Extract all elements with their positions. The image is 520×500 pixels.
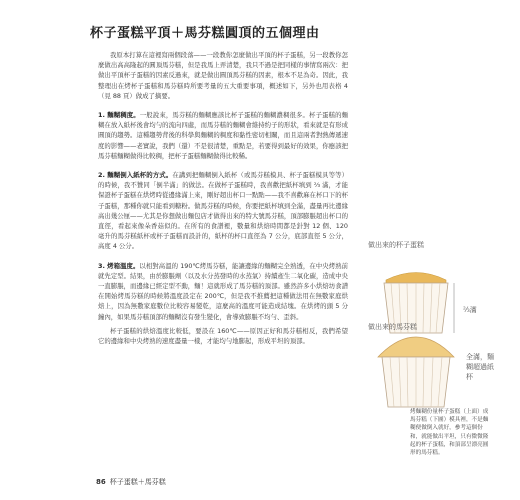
item-3-continued: 杯子蛋糕的烘焙溫度比較低，要設在 160℃——原因正好和馬芬糕相反，我們希望它的邊緣和中央烤熟的速度盡量一樣，才能均勻地膨起，形成平坦的頂部。 bbox=[98, 326, 348, 346]
item-2 bbox=[98, 170, 348, 252]
book-title: 杯子蛋糕＋馬芬糕 bbox=[109, 478, 166, 486]
figure-caption: 烤麵糊份量杯子蛋糕（上面）成馬芬糕（下圖）模具裡，不是麵糊便做倒入就好，參考這個份和，就能做出平坦，只有微微隆起的杯子蛋糕，和頂部呈漂亮圓形的馬芬糕。 bbox=[410, 409, 489, 457]
item-2-text: 在講到把麵糊倒入紙杯（或馬芬糕模具、杯子蛋糕模具等等）的時候，我不贊同「倒半滿」的做法。在做杯子蛋糕時，我喜歡把紙杯填到 ⅔ 滿，才能保證杯子蛋糕在烘烤時從邊緣滿上來，剛好超出杯口一點點——我不喜歡麻在杯口下的杯子蛋糕，那種你就只能看到糖粉。做馬芬糕的時候，你要把紙杯填到全滿，盡量再比邊緣高出幾公厘——尤其是你想做出麵包店才做得出來的特大號馬芬糕，頂部膨脹超出杯口的直徑，看起來像朵香菇似的。在所有的食譜裡，數量和烘焙時間都是針對 12 個、120 毫升的馬芬糕紙杯或杯子蛋糕而設計的，紙杯的杯口直徑為 7 公分，底部直徑 5 公分，高度 4 公分。 bbox=[98, 171, 348, 251]
cupcake-label: 做出來的杯子蛋糕 bbox=[368, 241, 424, 249]
item-1 bbox=[98, 110, 348, 161]
page-title: 杯子蛋糕平頂＋馬芬糕圓頂的五個理由 bbox=[90, 26, 320, 41]
item-3-heading: 3. 烤箱溫度。 bbox=[98, 261, 140, 270]
item-3-text: 以相對高溫的 190℃烤馬芬糕，能讓邊緣的麵糊完全熟透，在中央烤熟前就先定型。結果，由於膨脹劑（以及水分蒸發時的水蒸氣）持續產生二氧化碳，造成中央一直膨脹，而邊緣已經定型不動，麵！這就形成了馬芬糕的頂部。雖然許多小烘焙坊食譜在開始烤馬芬糕的時候將溫度設定在 200℃，但是我不推薦把這種做法用在無數家庭烘焙上，因為無數家庭數位比較容易變乾，這麼高的溫度可能造成結塊。在烘烤的頭 5 分鐘內，如果馬芬糕頂部的麵糊沒有發生變化，會導致膨脹不均勻、歪斜。 bbox=[98, 261, 349, 321]
item-2-heading: 2. 麵糊倒入紙杯的方式。 bbox=[98, 171, 173, 180]
page-number: 86 bbox=[96, 478, 106, 486]
page-footer bbox=[96, 477, 166, 487]
item-3 bbox=[98, 261, 348, 322]
intro-paragraph: 我原本打算在這裡寫兩個段落——一段教你怎麼做出平頂的杯子蛋糕，另一段教你怎麼做出高高隆起的圓頂馬芬糕，但是我馬上弄清楚，我只不過是把同樣的事情寫兩次：把做出平頂杯子蛋糕的因素反過來，就是做出圓頂馬芬糕的因素，根本不足為奇。因此，我整理出在烤杯子蛋糕和馬芬糕時所要考量的五大重要事項，概述如下，另外也用表格 4（見 88 頁）做成了摘要。 bbox=[98, 51, 348, 100]
muffin-fill-note: 全滿，麵糊超過紙杯 bbox=[466, 353, 494, 381]
cupcake-fill-note: ⅔滿 bbox=[463, 306, 477, 314]
item-1-text: 一般說來，馬芬糕的麵糊應該比杯子蛋糕的麵糊濃稠很多。杯子蛋糕的麵糊在放入紙杯後會均勻的流向四處，而馬芬糕的麵糊會維持約子的形狀，看來就是有形成圓頂的趨勢。這種趨勢背後的科學與麵糊的稠度和黏性密切相關，而且這兩者對熱傳遞速度的影響——老實說，我們（還）不是很清楚，重點是，若要得到最好的效果，你應該把馬芬糕麵糊做得比較稠，把杯子蛋糕麵糊做得比較稀。 bbox=[98, 111, 348, 160]
item-1-heading: 1. 麵糊稠度。 bbox=[98, 111, 140, 120]
muffin-dome bbox=[378, 337, 454, 357]
muffin-label: 做出來的馬芬糕 bbox=[368, 323, 417, 331]
body-text bbox=[98, 50, 348, 350]
muffin-drawing bbox=[378, 337, 454, 407]
